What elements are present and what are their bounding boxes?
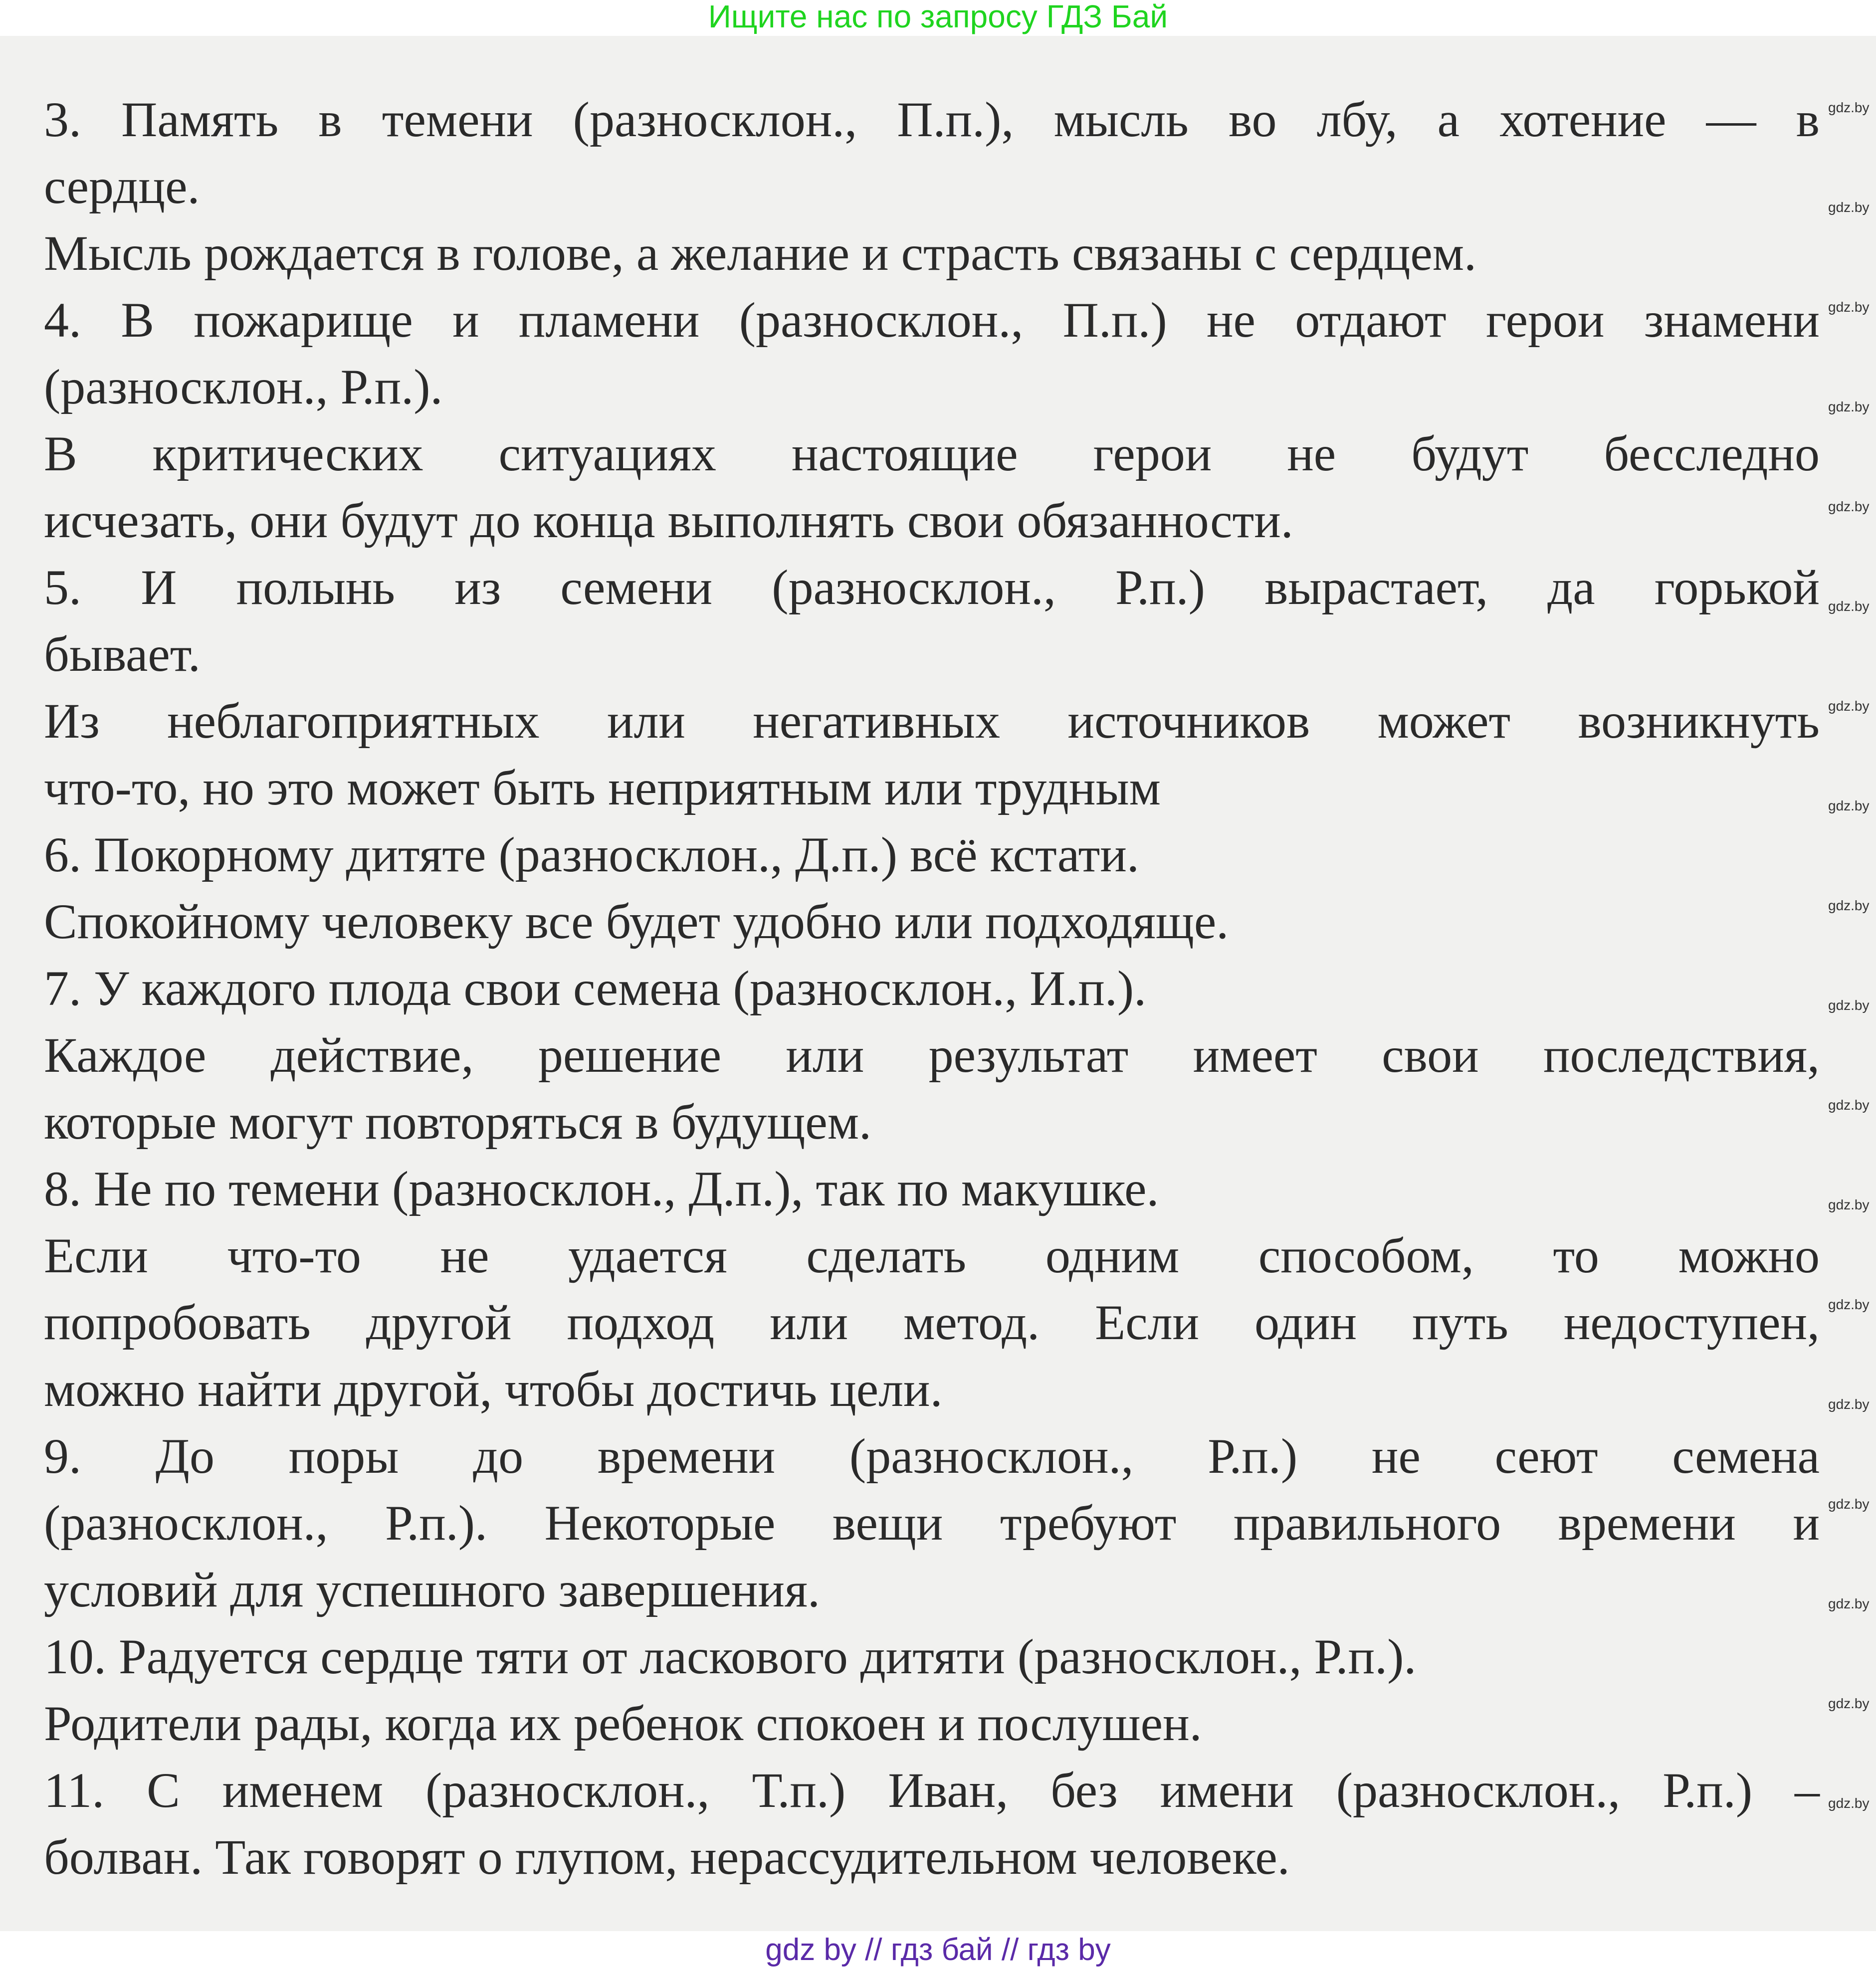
text-line: Из неблагоприятных или негативных источников может возникнуть (44, 693, 1820, 749)
text-line: исчезать, они будут до конца выполнять свои обязанности. (44, 493, 1293, 548)
watermark: gdz.by (1828, 1297, 1870, 1312)
watermark: gdz.by (1828, 1696, 1870, 1711)
text-line: которые могут повторяться в будущем. (44, 1094, 871, 1150)
watermark: gdz.by (1828, 299, 1870, 315)
text-line: 5. И полынь из семени (разносклон., Р.п.) вырастает, да горькой (44, 560, 1820, 615)
watermark: gdz.by (1828, 499, 1870, 514)
site-banner: Ищите нас по запросу ГДЗ Бай (708, 0, 1168, 34)
text-line: Родители рады, когда их ребенок спокоен и послушен. (44, 1696, 1202, 1751)
watermark: gdz.by (1828, 1396, 1870, 1412)
text-line: Спокойному человеку все будет удобно или подходяще. (44, 894, 1229, 949)
watermark: gdz.by (1828, 199, 1870, 215)
watermark: gdz.by (1828, 1197, 1870, 1212)
watermark: gdz.by (1828, 798, 1870, 813)
text-line: бывает. (44, 626, 201, 682)
text-line: 7. У каждого плода свои семена (разносклон., И.п.). (44, 961, 1147, 1016)
text-line: 3. Память в темени (разносклон., П.п.), мысль во лбу, а хотение — в (44, 92, 1820, 147)
watermark: gdz.by (1828, 1496, 1870, 1512)
text-line: Каждое действие, решение или результат имеет свои последствия, (44, 1027, 1820, 1083)
watermark: gdz.by (1828, 1596, 1870, 1611)
watermark: gdz.by (1828, 997, 1870, 1013)
site-footer: gdz by // гдз бай // гдз by (0, 1931, 1876, 1969)
watermark: gdz.by (1828, 698, 1870, 714)
text-line: болван. Так говорят о глупом, нерассудительном человеке. (44, 1829, 1290, 1885)
watermark: gdz.by (1828, 898, 1870, 913)
text-line: 11. С именем (разносклон., Т.п.) Иван, без имени (разносклон., Р.п.) – (44, 1763, 1820, 1818)
text-line: что-то, но это может быть неприятным или трудным (44, 760, 1161, 815)
text-line: 6. Покорному дитяте (разносклон., Д.п.) всё кстати. (44, 827, 1139, 882)
watermark: gdz.by (1828, 100, 1870, 115)
text-line: 8. Не по темени (разносклон., Д.п.), так по макушке. (44, 1161, 1159, 1216)
text-line: Если что-то не удается сделать одним способом, то можно (44, 1228, 1820, 1283)
text-line: (разносклон., Р.п.). (44, 359, 443, 414)
text-line: (разносклон., Р.п.). Некоторые вещи требуют правильного времени и (44, 1495, 1820, 1551)
text-line: 10. Радуется сердце тяти от ласкового дитяти (разносклон., Р.п.). (44, 1629, 1417, 1684)
text-line: 4. В пожарище и пламени (разносклон., П.п.) не отдают герои знамени (44, 292, 1820, 348)
watermark: gdz.by (1828, 1795, 1870, 1811)
text-line: сердце. (44, 159, 200, 214)
watermark: gdz.by (1828, 1097, 1870, 1113)
watermark: gdz.by (1828, 598, 1870, 614)
text-line: условий для успешного завершения. (44, 1562, 820, 1617)
text-line: попробовать другой подход или метод. Если один путь недоступен, (44, 1295, 1820, 1350)
text-line: Мысль рождается в голове, а желание и страсть связаны с сердцем. (44, 225, 1477, 281)
text-line: можно найти другой, чтобы достичь цели. (44, 1362, 943, 1417)
watermark: gdz.by (1828, 399, 1870, 414)
text-line: В критических ситуациях настоящие герои не будут бесследно (44, 426, 1820, 481)
text-line: 9. До поры до времени (разносклон., Р.п.) не сеют семена (44, 1428, 1820, 1484)
